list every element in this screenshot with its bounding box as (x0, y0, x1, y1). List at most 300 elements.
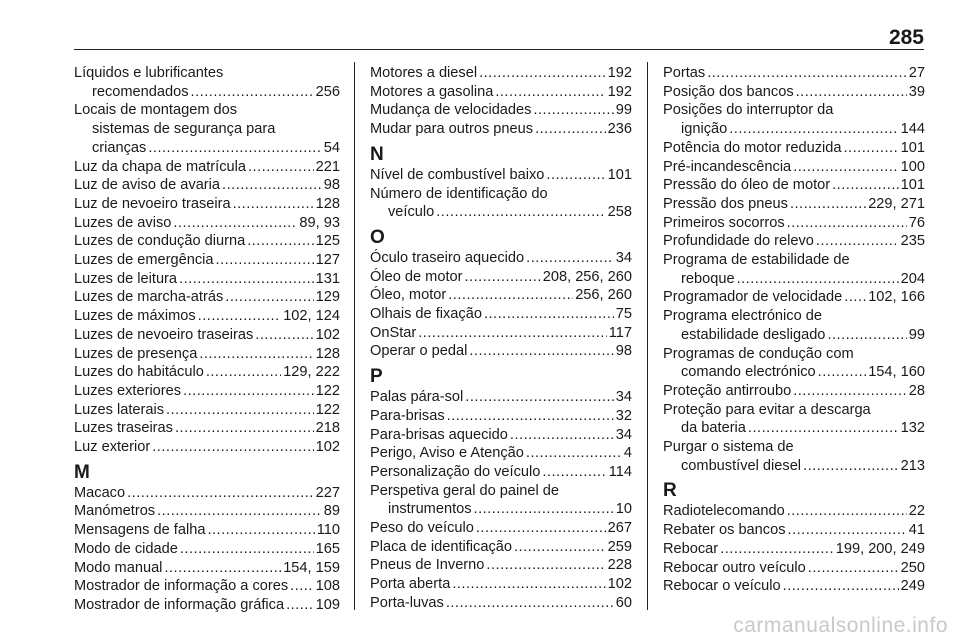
index-entry-term: Luz da chapa de matrícula (74, 158, 246, 175)
index-entry (74, 232, 340, 251)
index-entry-term: Primeiros socorros (663, 214, 785, 231)
dot-leader (248, 158, 314, 177)
index-entry (663, 158, 925, 177)
index-entry-term: Luzes traseiras (74, 420, 173, 437)
index-column-1 (74, 64, 340, 615)
dot-leader (191, 83, 314, 102)
index-entry-pages: 76 (908, 214, 925, 231)
index-entry (74, 83, 340, 102)
index-entry-term: Mudar para outros pneus (370, 121, 534, 138)
index-entry-term: Luzes exteriores (74, 382, 182, 399)
watermark: carmanualsonline.info (733, 614, 948, 637)
index-letter-heading: R (663, 480, 677, 502)
index-entry-term: Luzes laterais (74, 401, 165, 418)
index-entry-pages: 192 (607, 83, 632, 100)
index-entry (74, 521, 340, 540)
dot-leader (535, 120, 606, 139)
index-entry-pages: 128 (315, 345, 340, 362)
index-entry-pages: 110 (316, 522, 340, 539)
dot-leader (465, 388, 613, 407)
dot-leader (448, 286, 573, 305)
index-entry-term: Portas (663, 65, 706, 81)
index-entry-pages: 99 (908, 326, 925, 343)
index-entry (663, 326, 925, 345)
index-entry-pages: 32 (615, 407, 632, 424)
dot-leader (737, 270, 899, 289)
index-letter-heading: N (370, 143, 384, 165)
index-entry (663, 214, 925, 233)
index-entry-term: Personalização do veículo (370, 463, 541, 480)
dot-leader (533, 101, 613, 120)
index-entry (370, 426, 632, 445)
dot-leader (720, 540, 834, 559)
index-entry-term: Manómetros (74, 503, 156, 520)
index-entry (663, 270, 925, 289)
index-entry (74, 307, 340, 326)
index-entry-pages: 109 (315, 596, 340, 613)
index-entry-term: Placa de identificação (370, 538, 512, 555)
dot-leader (796, 83, 907, 102)
index-entry-pages: 100 (900, 158, 925, 175)
index-entry-term: Luz de aviso de avaria (74, 177, 221, 194)
index-entry-pages: 131 (315, 270, 340, 287)
index-entry (74, 401, 340, 420)
index-entry-term: Rebocar o veículo (663, 578, 781, 595)
index-entry (370, 120, 632, 139)
dot-leader (546, 166, 605, 185)
index-entry-term: Luzes de nevoeiro traseiras (74, 326, 254, 343)
index-entry (370, 166, 632, 185)
index-entry-pages: 144 (900, 121, 925, 138)
index-letter-heading: P (370, 366, 383, 388)
index-entry-term: Luzes de marcha-atrás (74, 289, 224, 306)
index-entry-pages: 114 (608, 463, 632, 480)
index-entry-term: reboque (681, 270, 735, 287)
index-entry (663, 64, 925, 83)
index-entry (74, 176, 340, 195)
index-entry-term: Óleo de motor (370, 268, 463, 285)
index-entry-pages: 154, 159 (283, 559, 340, 576)
index-entry-term: Olhais de fixação (370, 306, 482, 323)
dot-leader (729, 120, 898, 139)
index-entry-term: Luzes de aviso (74, 214, 172, 231)
dot-leader (469, 342, 613, 361)
index-entry (663, 232, 925, 251)
index-column-2 (370, 64, 632, 613)
dot-leader (175, 419, 314, 438)
dot-leader (476, 519, 606, 538)
dot-leader (844, 288, 866, 307)
index-entry (74, 214, 340, 233)
index-entry (370, 388, 632, 407)
dot-leader (207, 521, 314, 540)
index-entry-pages: 249 (900, 578, 925, 595)
index-entry (370, 407, 632, 426)
dot-leader (526, 249, 614, 268)
index-entry (663, 502, 925, 521)
dot-leader (216, 251, 314, 270)
index-entry-heading: Número de identificação do (370, 185, 548, 202)
index-entry (74, 195, 340, 214)
dot-leader (152, 438, 313, 457)
dot-leader (479, 64, 606, 83)
index-entry-pages: 34 (615, 389, 632, 406)
dot-leader (793, 158, 898, 177)
index-entry-term: Luzes de máximos (74, 308, 196, 325)
index-entry-pages: 34 (615, 426, 632, 443)
dot-leader (787, 214, 907, 233)
index-entry (663, 577, 925, 596)
index-entry-pages: 125 (315, 233, 340, 250)
dot-leader (793, 382, 907, 401)
index-entry-pages: 165 (315, 540, 340, 557)
index-entry (663, 363, 925, 382)
index-entry-pages: 102 (315, 439, 340, 456)
index-entry-term: Pressão do óleo de motor (663, 177, 831, 194)
index-entry (663, 176, 925, 195)
dot-leader (803, 457, 899, 476)
index-entry (370, 538, 632, 557)
index-entry-heading: Programa electrónico de (663, 308, 822, 325)
dot-leader (464, 268, 540, 287)
index-entry-term: Luzes de presença (74, 345, 198, 362)
index-entry-term: instrumentos (388, 501, 472, 518)
index-entry-pages: 208, 256, 260 (542, 268, 632, 285)
dot-leader (206, 363, 281, 382)
index-entry-heading: Locais de montagem dos (74, 102, 238, 119)
dot-leader (247, 232, 313, 251)
dot-leader (843, 139, 898, 158)
dot-leader (436, 203, 605, 222)
index-entry-pages: 250 (900, 559, 925, 576)
index-entry-pages: 229, 271 (868, 195, 925, 212)
dot-leader (225, 288, 313, 307)
index-entry-term: Mostrador de informação a cores (74, 578, 289, 595)
dot-leader (748, 419, 899, 438)
dot-leader (495, 83, 605, 102)
index-entry-pages: 102, 124 (283, 308, 340, 325)
index-entry-term: Potência do motor reduzida (663, 139, 842, 156)
page-number: 285 (888, 26, 924, 49)
dot-leader (157, 502, 322, 521)
index-entry-pages: 259 (607, 538, 632, 555)
index-entry-term: Luz de nevoeiro traseira (74, 195, 231, 212)
index-entry-term: Modo manual (74, 559, 163, 576)
index-entry-term: Para-brisas (370, 407, 445, 424)
index-entry (370, 64, 632, 83)
dot-leader (180, 540, 314, 559)
index-entry-pages: 227 (315, 484, 340, 501)
index-entry-term: Para-brisas aquecido (370, 426, 508, 443)
index-entry-pages: 102, 166 (868, 289, 925, 306)
dot-leader (526, 444, 622, 463)
dot-leader (818, 363, 867, 382)
index-entry (663, 288, 925, 307)
dot-leader (808, 559, 899, 578)
dot-leader (787, 502, 907, 521)
index-entry (74, 270, 340, 289)
dot-leader (514, 538, 606, 557)
index-entry (74, 326, 340, 345)
index-entry (74, 484, 340, 503)
dot-leader (173, 214, 297, 233)
index-entry-pages: 27 (908, 65, 925, 81)
column-divider (354, 62, 355, 610)
index-entry-pages: 154, 160 (868, 364, 925, 381)
index-entry-pages: 192 (607, 65, 632, 81)
dot-leader (222, 176, 322, 195)
index-entry-term: Pré-incandescência (663, 158, 792, 175)
index-entry-pages: 22 (908, 503, 925, 520)
dot-leader (542, 463, 606, 482)
index-entry-heading: Líquidos e lubrificantes (74, 65, 224, 81)
index-entry-pages: 102 (315, 326, 340, 343)
index-entry-pages: 75 (615, 306, 632, 323)
index-entry-term: Óculo traseiro aquecido (370, 249, 525, 266)
dot-leader (452, 575, 605, 594)
index-entry (370, 463, 632, 482)
index-entry-pages: 4 (623, 445, 632, 462)
index-entry-pages: 101 (900, 139, 925, 156)
index-entry (370, 305, 632, 324)
index-entry (370, 594, 632, 613)
index-entry (74, 596, 340, 615)
index-entry (663, 419, 925, 438)
index-entry-term: Luz exterior (74, 439, 151, 456)
index-entry-pages: 132 (900, 420, 925, 437)
index-entry-term: Motores a diesel (370, 65, 478, 81)
index-entry-heading: Programas de condução com (663, 345, 854, 362)
index-entry (74, 382, 340, 401)
dot-leader (183, 382, 314, 401)
index-entry-term: Porta aberta (370, 576, 451, 593)
dot-leader (198, 307, 282, 326)
index-entry-term: Operar o pedal (370, 343, 468, 360)
index-entry (74, 559, 340, 578)
index-entry-pages: 39 (908, 83, 925, 100)
dot-leader (164, 559, 281, 578)
index-entry (370, 286, 632, 305)
index-entry-term: Nível de combustível baixo (370, 166, 545, 183)
dot-leader (788, 521, 907, 540)
index-entry (74, 419, 340, 438)
dot-leader (127, 484, 314, 503)
index-entry-pages: 98 (323, 177, 340, 194)
index-entry (74, 438, 340, 457)
index-entry-heading: Purgar o sistema de (663, 439, 794, 456)
index-entry-term: Radiotelecomando (663, 503, 785, 520)
index-entry-pages: 101 (607, 166, 632, 183)
index-entry-pages: 89, 93 (299, 214, 340, 231)
index-entry (663, 457, 925, 476)
index-entry (370, 342, 632, 361)
index-entry-pages: 256 (315, 83, 340, 100)
dot-leader (446, 594, 614, 613)
index-entry (663, 540, 925, 559)
index-entry-term: Macaco (74, 484, 126, 501)
index-entry-pages: 122 (315, 401, 340, 418)
index-entry (74, 288, 340, 307)
index-entry (74, 158, 340, 177)
index-entry-term: comando electrónico (681, 364, 816, 381)
index-entry-pages: 108 (315, 578, 340, 595)
index-entry (370, 444, 632, 463)
index-entry-heading: Perspetiva geral do painel de (370, 482, 560, 499)
dot-leader (486, 556, 605, 575)
index-entry-term: crianças (92, 139, 147, 156)
index-entry (370, 324, 632, 343)
index-entry-term: Programador de velocidade (663, 289, 843, 306)
index-entry-term: Modo de cidade (74, 540, 178, 557)
index-entry-term: Rebocar outro veículo (663, 559, 806, 576)
index-entry-pages: 122 (315, 382, 340, 399)
index-entry-pages: 204 (900, 270, 925, 287)
index-entry-heading: Proteção para evitar a descarga (663, 401, 871, 418)
index-entry (663, 521, 925, 540)
index-entry (370, 575, 632, 594)
index-entry-term: combustível diesel (681, 457, 802, 474)
index-entry (74, 251, 340, 270)
column-divider (647, 62, 648, 610)
dot-leader (510, 426, 614, 445)
dot-leader (148, 139, 321, 158)
index-entry (370, 101, 632, 120)
index-entry-term: Rebater os bancos (663, 522, 786, 539)
index-entry (74, 363, 340, 382)
index-entry (370, 519, 632, 538)
dot-leader (286, 596, 314, 615)
index-column-3 (663, 64, 925, 596)
index-entry-pages: 101 (900, 177, 925, 194)
index-entry-heading: Programa de estabilidade de (663, 252, 850, 269)
index-entry-heading: Posições do interruptor da (663, 102, 834, 119)
index-letter-heading: O (370, 226, 385, 248)
index-entry-term: Porta-luvas (370, 594, 444, 611)
index-entry (663, 559, 925, 578)
index-entry-pages: 221 (315, 158, 340, 175)
index-entry-term: Perigo, Aviso e Atenção (370, 445, 524, 462)
dot-leader (790, 195, 866, 214)
index-entry-term: ignição (681, 121, 728, 138)
index-entry-pages: 60 (615, 594, 632, 611)
index-entry-term: estabilidade desligado (681, 326, 826, 343)
index-entry-term: OnStar (370, 324, 417, 341)
index-entry-pages: 218 (315, 420, 340, 437)
index-entry-pages: 258 (607, 204, 632, 221)
header-rule (74, 49, 924, 50)
index-entry-term: Luzes do habitáculo (74, 364, 204, 381)
dot-leader (447, 407, 614, 426)
index-entry-pages: 128 (315, 195, 340, 212)
index-entry-pages: 199, 200, 249 (835, 540, 925, 557)
index-letter-heading: M (74, 461, 90, 483)
dot-leader (783, 577, 899, 596)
index-entry (663, 120, 925, 139)
dot-leader (827, 326, 906, 345)
dot-leader (199, 345, 313, 364)
dot-leader (290, 577, 314, 596)
index-entry-pages: 89 (323, 503, 340, 520)
index-entry-term: Luzes de condução diurna (74, 233, 246, 250)
index-entry (663, 83, 925, 102)
dot-leader (418, 324, 607, 343)
dot-leader (474, 500, 614, 519)
index-entry-term: Peso do veículo (370, 520, 474, 537)
index-entry (370, 83, 632, 102)
index-entry-pages: 98 (615, 343, 632, 360)
index-entry-term: Proteção antirroubo (663, 382, 792, 399)
index-entry (370, 249, 632, 268)
index-entry-pages: 41 (908, 522, 925, 539)
dot-leader (233, 195, 314, 214)
index-entry-term: Pressão dos pneus (663, 195, 788, 212)
index-entry-pages: 267 (607, 520, 632, 537)
index-entry-term: Óleo, motor (370, 287, 447, 304)
index-entry-term: Palas pára-sol (370, 389, 464, 406)
index-entry-pages: 228 (607, 557, 632, 574)
index-entry-pages: 213 (900, 457, 925, 474)
dot-leader (707, 64, 907, 83)
dot-leader (816, 232, 899, 251)
index-entry (370, 203, 632, 222)
index-entry-term: Luzes de emergência (74, 252, 214, 269)
index-entry-term: Profundidade do relevo (663, 233, 814, 250)
index-entry (663, 139, 925, 158)
index-entry (370, 268, 632, 287)
index-entry-term: Rebocar (663, 540, 719, 557)
index-entry-pages: 99 (615, 102, 632, 119)
dot-leader (179, 270, 314, 289)
index-entry-heading: sistemas de segurança para (92, 121, 276, 138)
index-entry-term: Mostrador de informação gráfica (74, 596, 285, 613)
index-entry (74, 345, 340, 364)
index-entry-term: Luzes de leitura (74, 270, 178, 287)
index-entry-term: Posição dos bancos (663, 83, 794, 100)
index-entry-term: Mudança de velocidades (370, 102, 532, 119)
index-entry-pages: 102 (607, 576, 632, 593)
index-entry (74, 577, 340, 596)
index-entry-term: da bateria (681, 420, 746, 437)
index-entry-term: Pneus de Inverno (370, 557, 485, 574)
dot-leader (255, 326, 313, 345)
index-entry (74, 502, 340, 521)
index-entry-pages: 235 (900, 233, 925, 250)
dot-leader (484, 305, 614, 324)
index-entry-pages: 129, 222 (283, 364, 340, 381)
index-entry-term: veículo (388, 204, 435, 221)
index-entry-pages: 34 (615, 249, 632, 266)
index-entry (74, 139, 340, 158)
index-entry-term: Motores a gasolina (370, 83, 494, 100)
index-entry-term: recomendados (92, 83, 189, 100)
index-entry (74, 540, 340, 559)
dot-leader (166, 401, 314, 420)
index-entry (663, 382, 925, 401)
index-entry (370, 556, 632, 575)
index-entry-pages: 256, 260 (575, 287, 632, 304)
index-entry-pages: 28 (908, 382, 925, 399)
index-entry-pages: 10 (615, 501, 632, 518)
index-entry-pages: 117 (608, 324, 632, 341)
index-entry (663, 195, 925, 214)
index-entry-pages: 127 (315, 252, 340, 269)
index-entry-term: Mensagens de falha (74, 522, 206, 539)
index-entry (370, 500, 632, 519)
index-entry-pages: 54 (323, 139, 340, 156)
dot-leader (832, 176, 899, 195)
index-entry-pages: 236 (607, 121, 632, 138)
index-entry-pages: 129 (315, 289, 340, 306)
